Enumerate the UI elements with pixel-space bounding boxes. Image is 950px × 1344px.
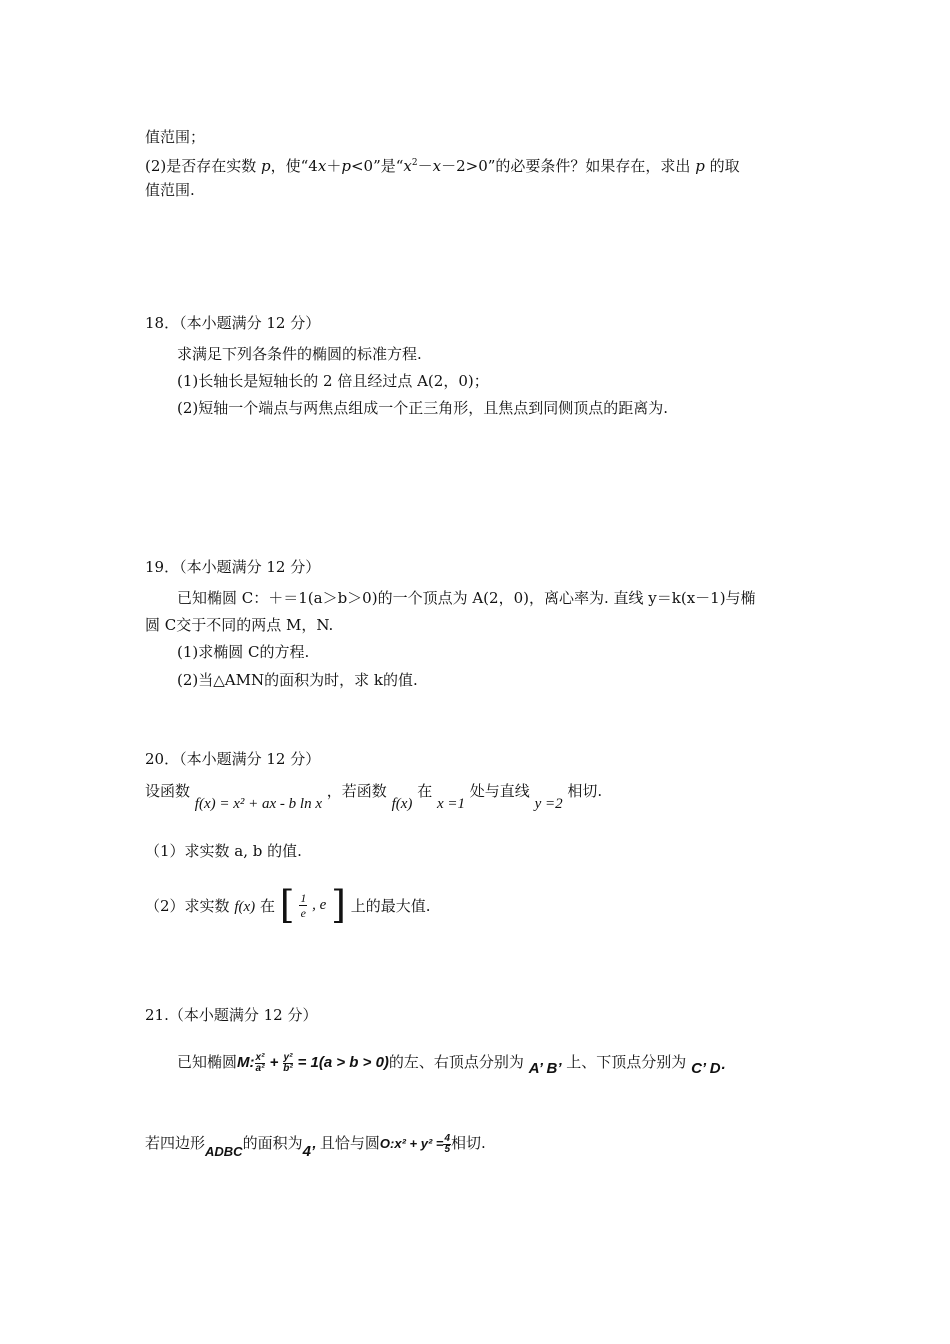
- q19-line-1: 已知椭圆 C：＋＝1(a＞b＞0)的一个顶点为 A(2，0)，离心率为. 直线 y＝k(x－1)与椭: [177, 589, 756, 607]
- q18-part-1: (1)长轴长是短轴长的 2 倍且经过点 A(2，0)；: [177, 372, 489, 390]
- q19-header: 19．（本小题满分 12 分）: [145, 558, 321, 576]
- q21-line-1: 已知椭圆M: $\frac{\text{x²}}{\text{a²}}$ + $\frac{\text{y²}}{\text{b²}}$ = 1(a > b > 0)的左、右顶点分别为 A’ B’ 上、下顶点分别为 C’ D·: [177, 1051, 726, 1077]
- q21-line-2: 若四边形ADBC的面积为4’ 且恰与圆O:x² + y² = $\frac{4}{5}$ 相切.: [145, 1132, 486, 1160]
- q20-part-2: （2）求实数 f(x) 在 [ $\frac{1}{e}$ , e ] 上的最大值.: [145, 883, 431, 927]
- q20-line-1: 设函数 f(x) = x² + ax - b ln x ，若函数 f(x) 在 x =1 处与直线 y =2 相切.: [145, 782, 603, 812]
- q20-interval: [ $\frac{1}{e}$ , e ]: [279, 883, 346, 927]
- q17-line-1: 值范围；: [145, 128, 206, 146]
- q18-header: 18．（本小题满分 12 分）: [145, 314, 321, 332]
- q18-intro: 求满足下列各条件的椭圆的标准方程.: [177, 345, 422, 363]
- q18-part-2: (2)短轴一个端点与两焦点组成一个正三角形，且焦点到同侧顶点的距离为.: [177, 399, 669, 417]
- q20-header: 20．（本小题满分 12 分）: [145, 750, 321, 768]
- q17-line-2: (2)是否存在实数 p，使“4x＋p<0”是“$x^2-x-2>0$”的必要条件？如果存在，求出 p 的取: [145, 157, 740, 175]
- q21-header: 21.（本小题满分 12 分）: [145, 1006, 318, 1024]
- q19-part-1: (1)求椭圆 C的方程.: [177, 643, 310, 661]
- q19-part-2: (2)当△AMN的面积为时，求 k的值.: [177, 671, 418, 689]
- q19-line-2: 圆 C交于不同的两点 M，N.: [145, 616, 334, 634]
- q17-line-3: 值范围.: [145, 181, 195, 199]
- q20-part-1: （1）求实数 a, b 的值.: [145, 842, 302, 860]
- q20-function-formula: f(x) = x² + ax - b ln x: [194, 796, 322, 812]
